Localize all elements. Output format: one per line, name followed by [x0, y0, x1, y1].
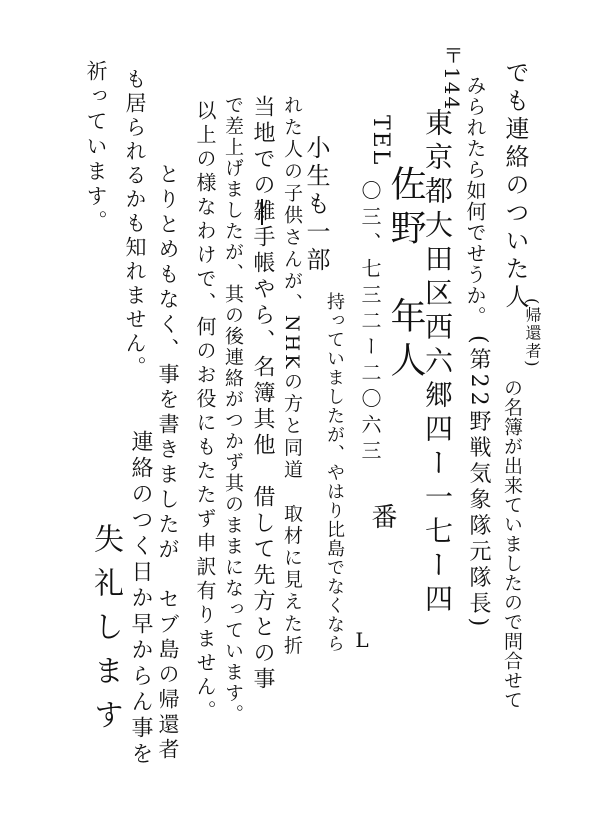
- sender-title-note: (第22野戦気象隊元隊長): [466, 335, 491, 631]
- letter-line-10: 以上の様なわけで、何のお役にもたたず申訳有りません。: [193, 100, 217, 724]
- phone-label: TEL: [368, 115, 393, 167]
- letter-closing: 失礼します: [88, 523, 123, 743]
- letter-line-8-start: 当地での: [250, 95, 275, 199]
- letter-line-6-continued: 持っていましたが、やはり比島でなくなら: [324, 292, 345, 653]
- letter-line-6-start: 小生も一部: [302, 135, 330, 275]
- phone-suffix: 番: [367, 503, 397, 529]
- letter-line-12-continued: 連絡のつく日か早からん事を: [128, 430, 153, 768]
- postal-code: 〒144: [440, 45, 464, 112]
- letter-line-1-continued: の名簿が出来ていましたので問合せて: [501, 378, 523, 710]
- phone-number: 〇三、七三二ー二〇六三: [358, 180, 382, 466]
- letter-line-13: 祈っています。: [84, 60, 108, 235]
- letter-line-1-insert: (帰還者): [523, 298, 542, 369]
- letter-line-11: とりとめもなく、事を書きましたが セブ島の帰還者: [156, 163, 180, 763]
- letter-line-9: で差上げましたが、其の後連絡がつかず其のままになっています。: [222, 95, 244, 725]
- letter-line-7: れた人の子供さんが、NHKの方と同道 取材に見えた折: [281, 95, 303, 658]
- sender-address: 東京都大田区西六郷四ー一七ー四: [421, 108, 454, 618]
- letter-line-2: みられたら如何でせうか。: [463, 75, 487, 327]
- letter-line-1-start: でも連絡のついた人: [501, 60, 529, 312]
- sender-name: 佐野 年人: [385, 165, 426, 385]
- letter-line-8: [251, 95, 273, 693]
- letter-line-12: も居られるかも知れません。: [123, 68, 147, 380]
- letter-line-8-continued: 手帳やら、名簿其他 借して先方との事: [250, 225, 275, 693]
- crossed-out-character: 雑: [250, 199, 275, 225]
- margin-mark: L: [350, 628, 374, 652]
